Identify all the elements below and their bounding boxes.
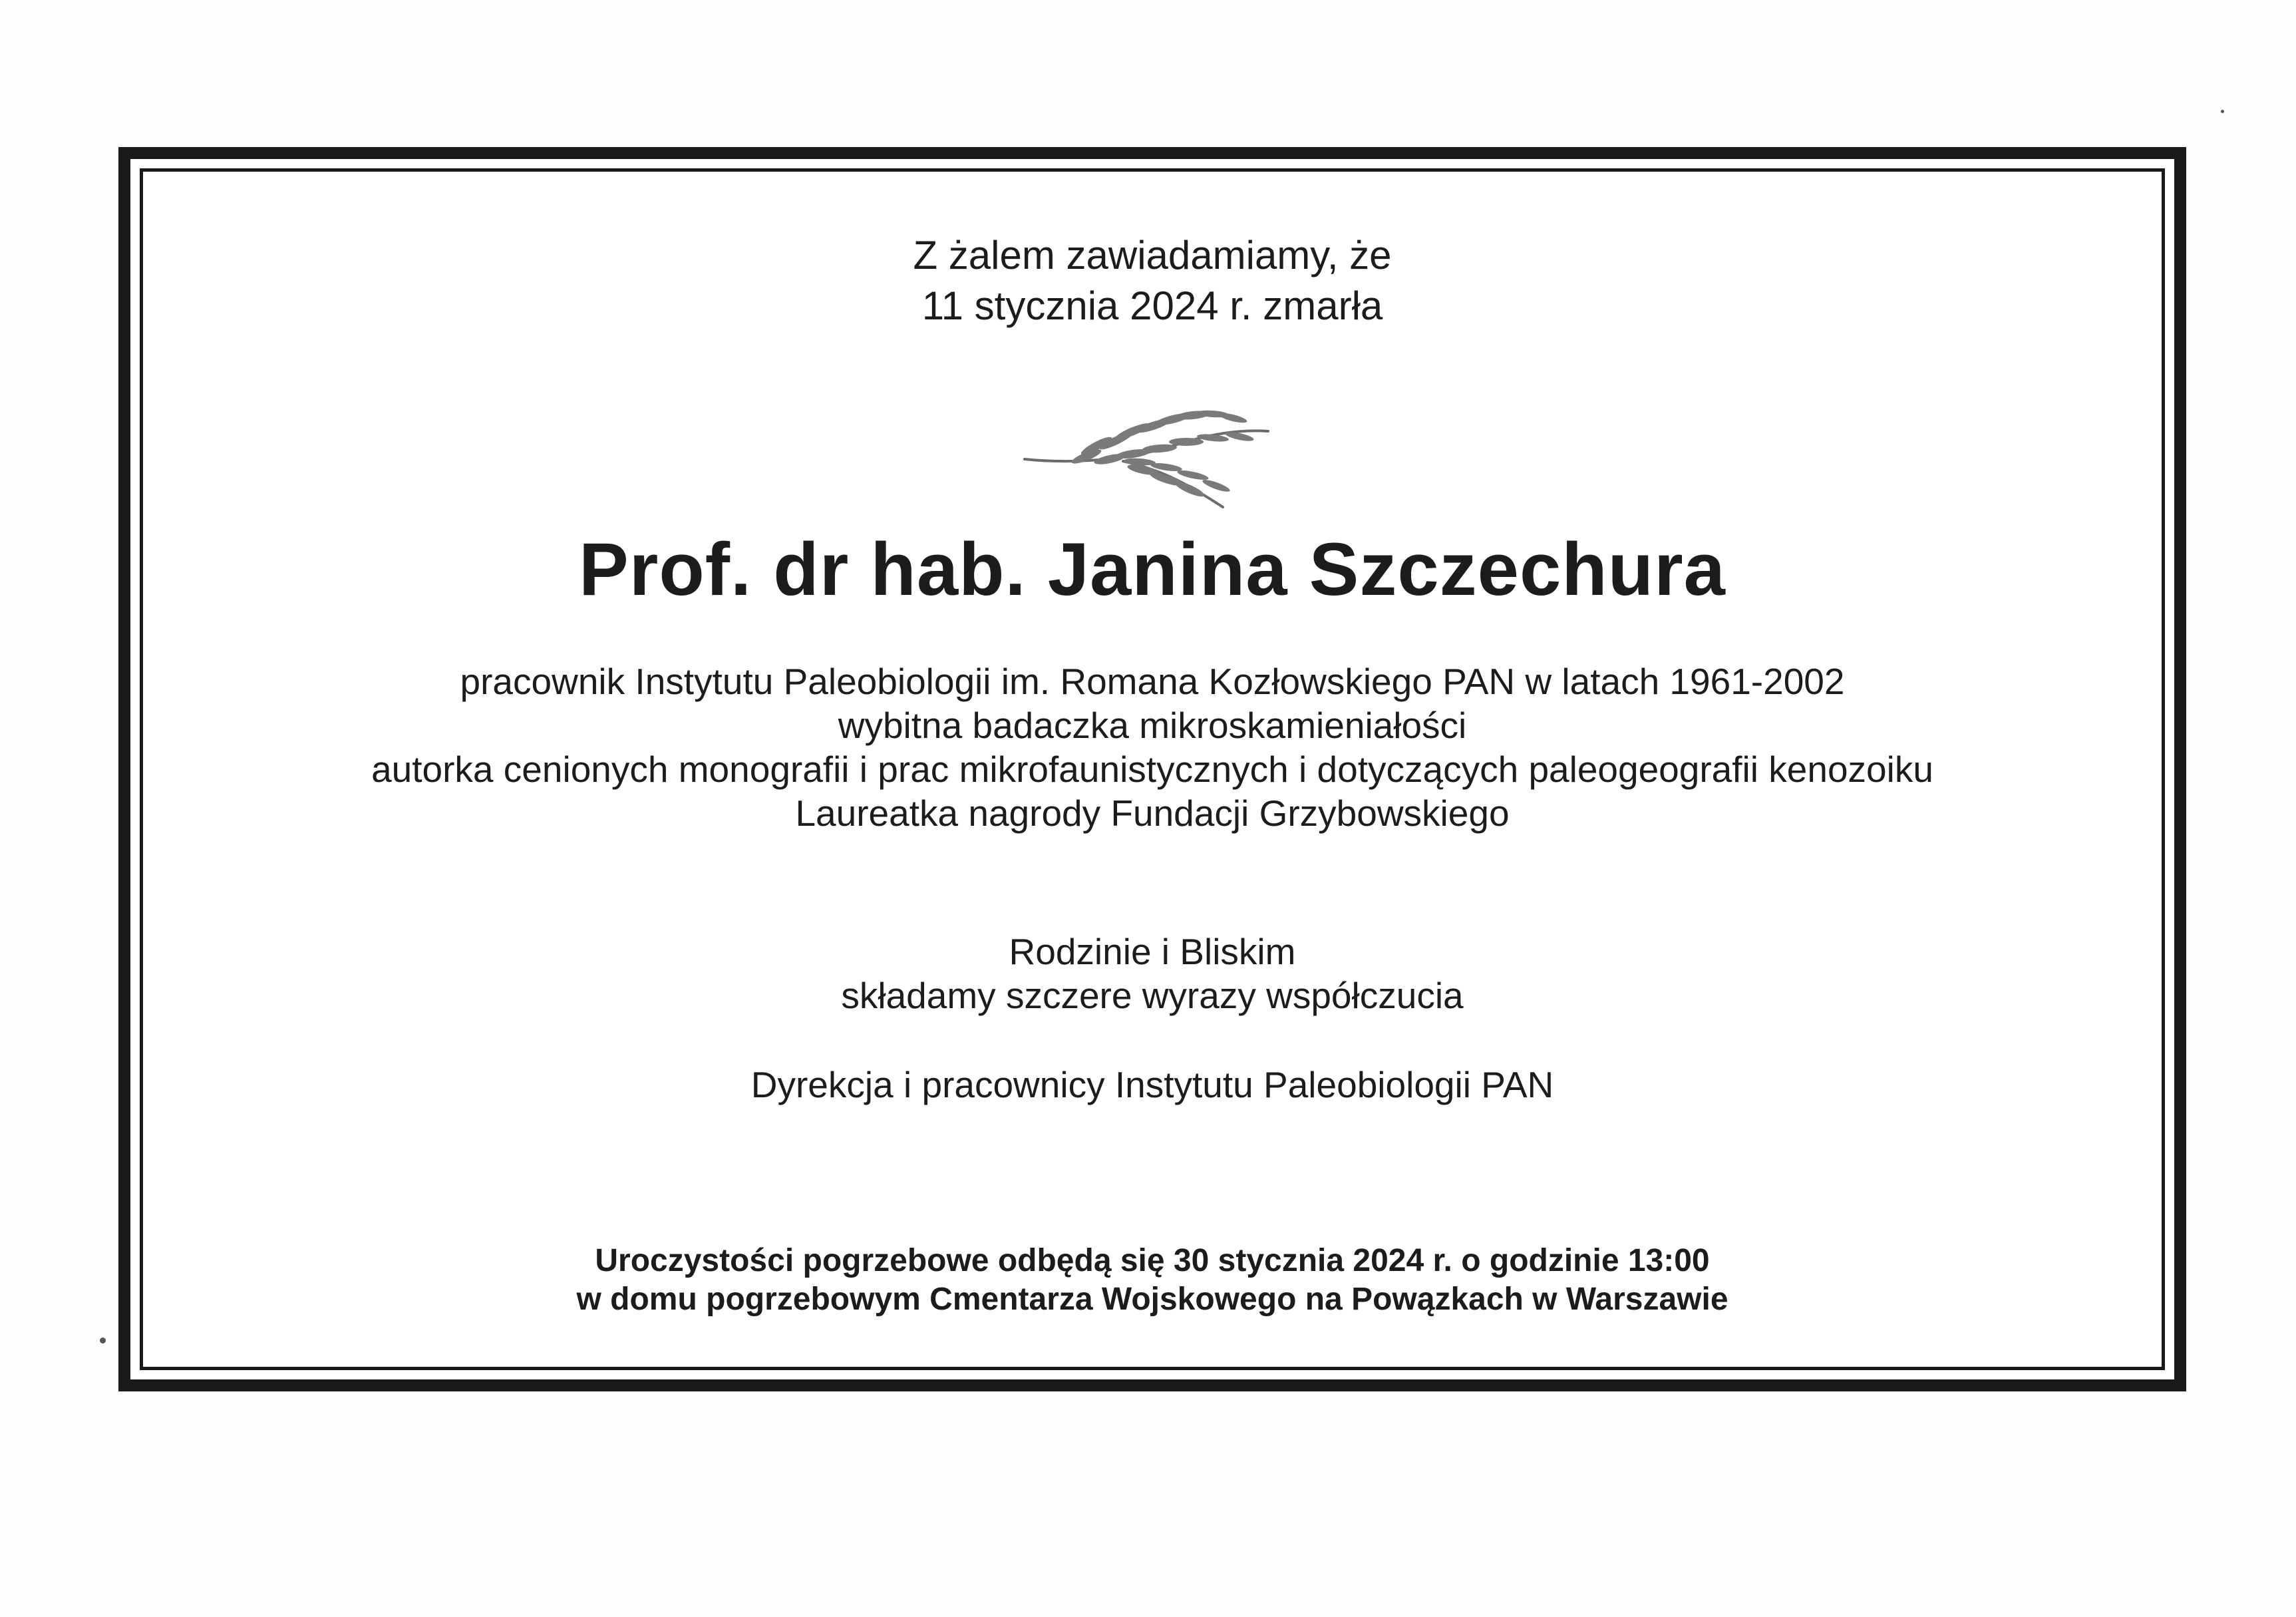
biography-line-4: Laureatka nagrody Fundacji Grzybowskiego (795, 793, 1510, 834)
condolences-line-1: Rodzinie i Bliskim (1009, 931, 1296, 972)
wheat-branch-icon (1023, 393, 1276, 512)
biography-line-1: pracownik Instytutu Paleobiologii im. Romana Kozłowskiego PAN w latach 1961-2002 (460, 661, 1845, 702)
funeral-info-line-1: Uroczystości pogrzebowe odbędą się 30 stycznia 2024 r. o godzinie 13:00 (595, 1243, 1710, 1278)
biography-line-2: wybitna badaczka mikroskamieniałości (838, 705, 1467, 746)
intro-line-1: Z żalem zawiadamiamy, że (913, 233, 1392, 277)
funeral-info-line-2: w domu pogrzebowym Cmentarza Wojskowego na Powązkach w Warszawie (576, 1282, 1728, 1317)
biography-line-3: autorka cenionych monografii i prac mikrofaunistycznych i dotyczących paleogeografii kenozoiku (371, 749, 1933, 790)
condolences-line-2: składamy szczere wyrazy współczucia (841, 975, 1464, 1016)
intro-line-2: 11 stycznia 2024 r. zmarła (921, 283, 1383, 328)
scan-speck (100, 1338, 106, 1344)
scan-speck (2221, 110, 2224, 113)
signature: Dyrekcja i pracownicy Instytutu Paleobiologii PAN (750, 1064, 1554, 1105)
deceased-name: Prof. dr hab. Janina Szczechura (579, 528, 1726, 611)
obituary-content (118, 147, 2186, 1391)
